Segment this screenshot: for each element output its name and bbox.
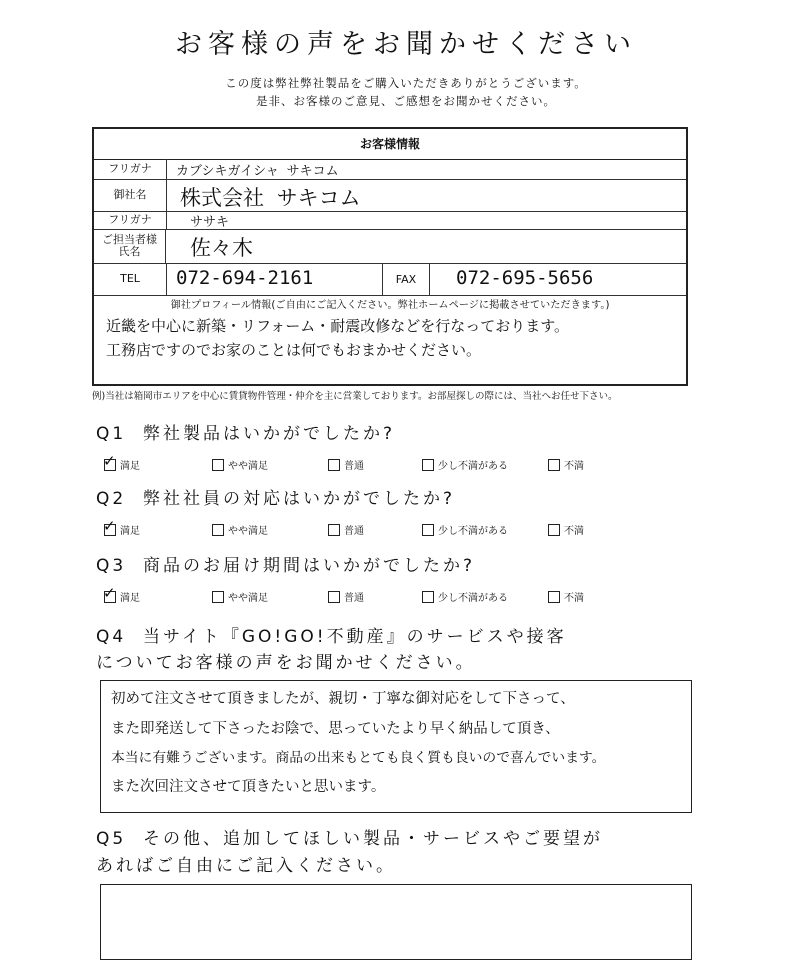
- q3-option-slightly-dissatisfied[interactable]: 少し不満がある: [422, 589, 508, 604]
- q4-answer-line-3: 本当に有難うございます。商品の出来もとても良く質も良いので喜んでいます。: [111, 750, 606, 766]
- checkbox[interactable]: [548, 524, 560, 536]
- q1-option-normal[interactable]: 普通: [328, 457, 364, 472]
- checkbox[interactable]: [328, 459, 340, 471]
- checkbox[interactable]: [548, 591, 560, 603]
- intro-line-2: 是非、お客様のご意見、ご感想をお聞かせください。: [256, 94, 556, 108]
- q2-option-somewhat-satisfied[interactable]: やや満足: [212, 522, 268, 537]
- q5-title: [96, 824, 603, 849]
- q2-option-dissatisfied[interactable]: 不満: [548, 522, 584, 537]
- q1-option-somewhat-satisfied[interactable]: やや満足: [212, 457, 268, 472]
- q1-label: Q1: [96, 424, 127, 444]
- q3-text: 商品のお届け期間はいかがでしたか?: [143, 556, 476, 576]
- q5-label: Q5: [96, 829, 127, 849]
- furigana-label: フリガナ: [94, 159, 167, 179]
- profile-line-2[interactable]: 工務店ですのでお家のことは何でもおまかせください。: [106, 341, 482, 359]
- company-row: [94, 179, 686, 212]
- checkbox[interactable]: [422, 591, 434, 603]
- customer-info-table: [92, 127, 688, 386]
- tel-value[interactable]: 072-694-2161: [176, 267, 314, 289]
- q3-option-dissatisfied[interactable]: 不満: [548, 589, 584, 604]
- q1-option-satisfied[interactable]: ✓ 満足: [103, 451, 140, 472]
- tel-label: TEL: [94, 263, 167, 295]
- q1-option-slightly-dissatisfied[interactable]: 少し不満がある: [422, 457, 508, 472]
- q4-line-1: 当サイト『GO!GO!不動産』のサービスや接客: [143, 627, 567, 647]
- checkbox[interactable]: [548, 459, 560, 471]
- intro-line-1: この度は弊社弊社製品をご購入いただきありがとうございます。: [225, 76, 587, 90]
- q5-answer-box[interactable]: [100, 884, 692, 960]
- furigana-company-row: [94, 159, 686, 180]
- q2-option-slightly-dissatisfied[interactable]: 少し不満がある: [422, 522, 508, 537]
- profile-label: 御社プロフィール情報(ご自由にご記入ください。弊社ホームページに掲載させていただきます。): [170, 300, 610, 311]
- q3-title: [96, 551, 475, 576]
- q3-option-satisfied[interactable]: ✓ 満足: [103, 583, 140, 604]
- q2-option-satisfied[interactable]: ✓ 満足: [103, 516, 140, 537]
- fax-label: FAX: [382, 263, 430, 295]
- person-row: [94, 229, 686, 264]
- checkbox[interactable]: [212, 591, 224, 603]
- company-label: 御社名: [94, 179, 167, 211]
- check-icon: ✓: [103, 516, 116, 535]
- q1-title: [96, 419, 395, 444]
- q2-text: 弊社社員の対応はいかがでしたか?: [143, 489, 456, 509]
- q3-option-somewhat-satisfied[interactable]: やや満足: [212, 589, 268, 604]
- q1-text: 弊社製品はいかがでしたか?: [143, 424, 396, 444]
- checkbox[interactable]: [103, 451, 116, 471]
- q1-option-dissatisfied[interactable]: 不満: [548, 457, 584, 472]
- profile-line-1[interactable]: 近畿を中心に新築・リフォーム・耐震改修などを行なっております。: [106, 317, 570, 335]
- person-label: ご担当者様氏名: [94, 229, 166, 263]
- example-note: 例)当社は箱岡市エリアを中心に賃貸物件管理・仲介を主に営業しております。お部屋探しの際には、当社へお任せ下さい。: [92, 391, 618, 402]
- q4-line-2: についてお客様の声をお聞かせください。: [96, 653, 476, 673]
- checkbox[interactable]: [212, 459, 224, 471]
- checkbox[interactable]: [212, 524, 224, 536]
- furigana-person-value[interactable]: ササキ: [190, 215, 230, 230]
- checkbox[interactable]: [422, 524, 434, 536]
- q4-answer-line-2: また即発送して下さったお陰で、思っていたより早く納品して頂き、: [111, 721, 560, 737]
- q2-label: Q2: [96, 489, 127, 509]
- q4-answer-line-1: 初めて注文させて頂きましたが、親切・丁寧な御対応をして下さって、: [111, 691, 575, 707]
- fax-value[interactable]: 072-695-5656: [456, 267, 594, 289]
- q2-title: [96, 484, 455, 509]
- q3-label: Q3: [96, 556, 127, 576]
- q4-title: [96, 622, 567, 647]
- q2-option-normal[interactable]: 普通: [328, 522, 364, 537]
- tel-fax-row: [94, 263, 686, 296]
- checkbox[interactable]: [103, 516, 116, 536]
- furigana-company-value[interactable]: カブシキガイシャ サキコム: [176, 164, 339, 179]
- q4-answer-line-4: また次回注文させて頂きたいと思います。: [111, 779, 386, 795]
- check-icon: ✓: [103, 451, 116, 470]
- info-header: お客様情報: [94, 129, 686, 160]
- q4-label: Q4: [96, 627, 127, 647]
- furigana-person-label: フリガナ: [94, 211, 167, 229]
- q4-answer-box[interactable]: [100, 680, 692, 813]
- page-title: お客様の声をお聞かせください: [175, 29, 637, 60]
- person-value[interactable]: 佐々木: [190, 236, 253, 260]
- checkbox[interactable]: [328, 591, 340, 603]
- company-value[interactable]: 株式会社 サキコム: [180, 186, 361, 210]
- furigana-person-row: [94, 211, 686, 230]
- checkbox[interactable]: [422, 459, 434, 471]
- checkbox[interactable]: [103, 583, 116, 603]
- q5-line-1: その他、追加してほしい製品・サービスやご要望が: [143, 829, 604, 849]
- q3-option-normal[interactable]: 普通: [328, 589, 364, 604]
- checkbox[interactable]: [328, 524, 340, 536]
- check-icon: ✓: [103, 583, 116, 602]
- q5-line-2: あればご自由にご記入ください。: [96, 856, 396, 876]
